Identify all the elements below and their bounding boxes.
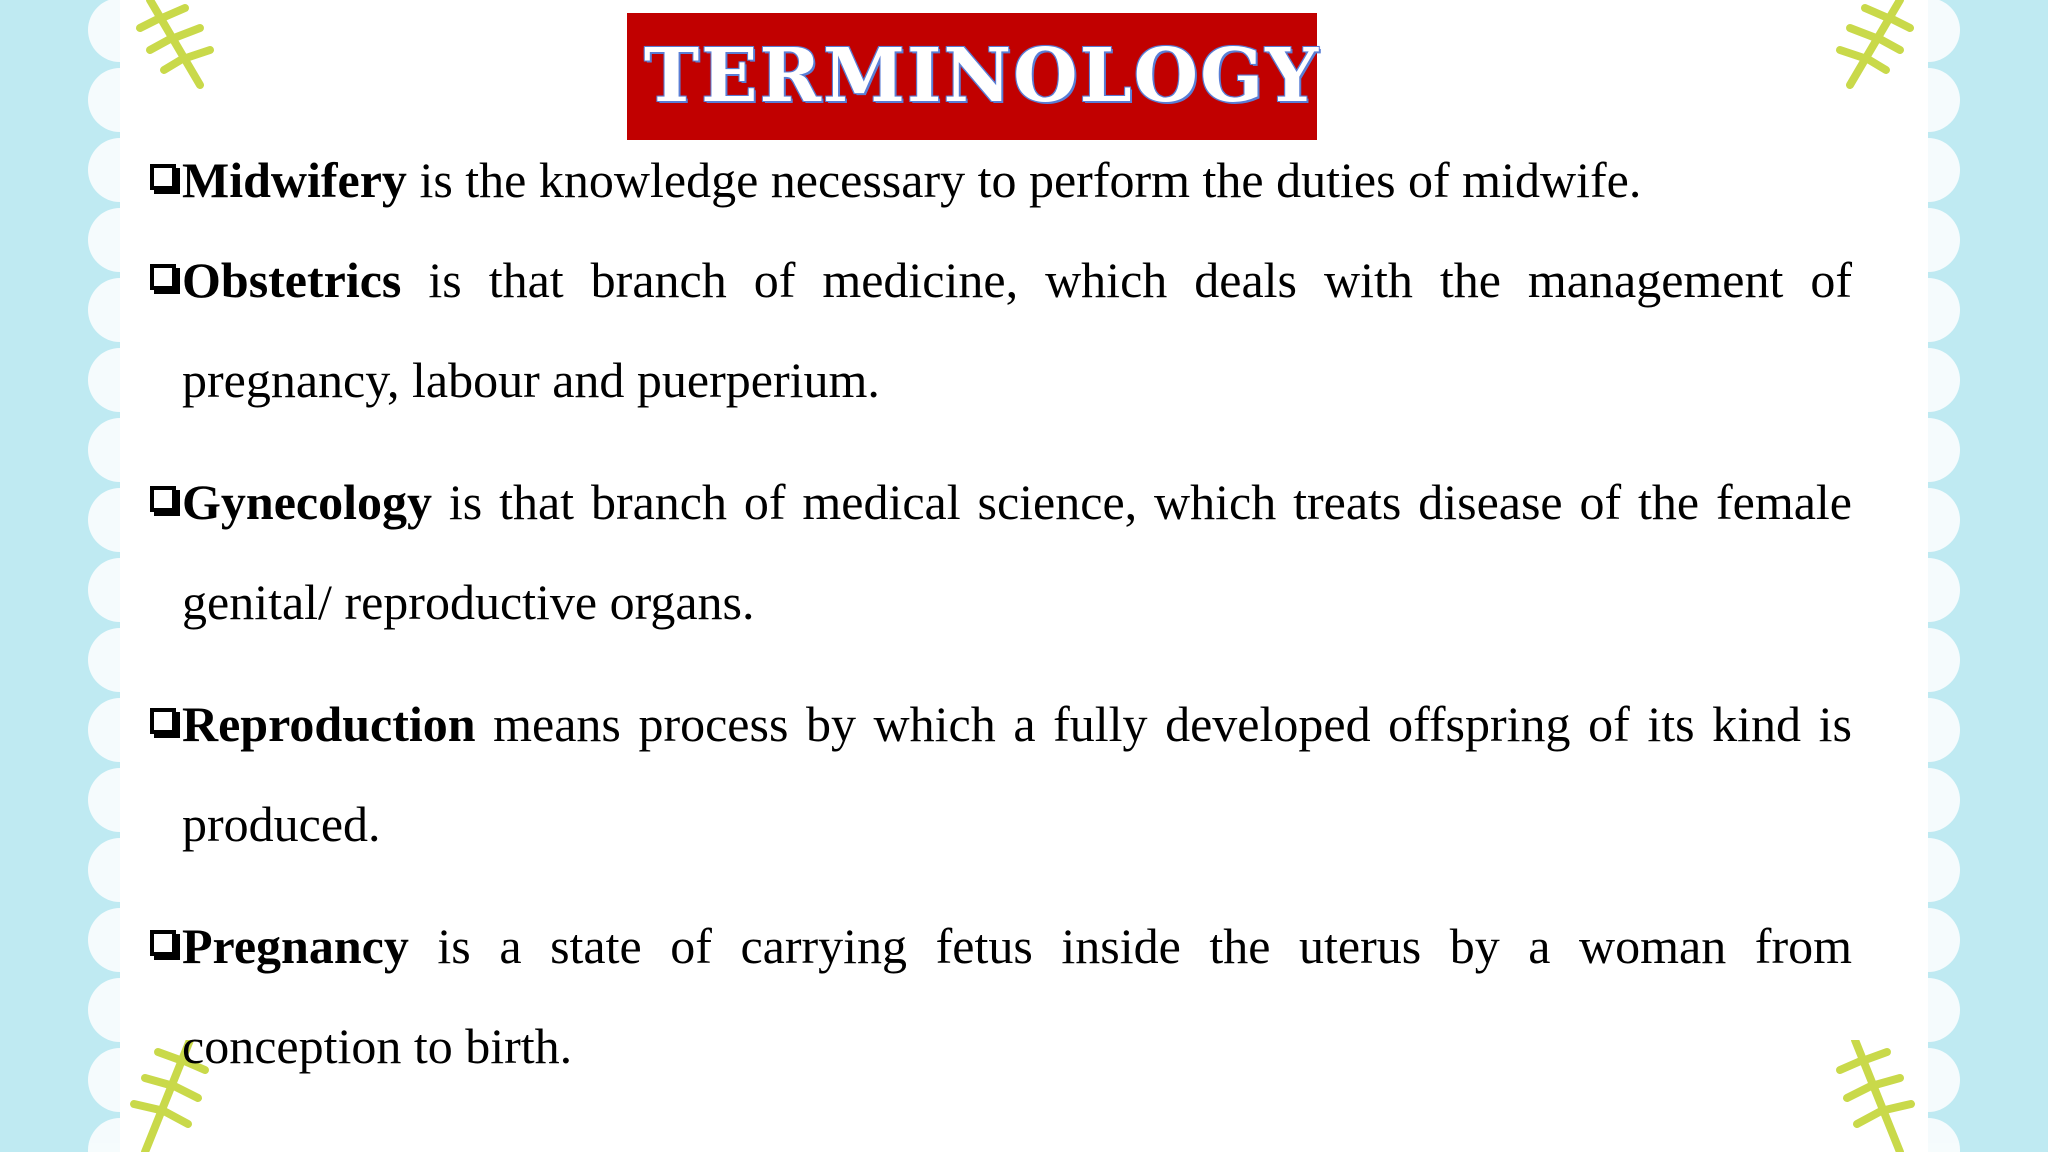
definition-text: is the knowledge necessary to perform the duties of midwife. bbox=[406, 152, 1642, 208]
fern-leaf-icon bbox=[1830, 0, 1920, 95]
fern-leaf-icon bbox=[130, 0, 220, 95]
definition-term: Reproduction bbox=[182, 696, 476, 752]
definition-list bbox=[150, 130, 1852, 1118]
checkbox-bullet-icon bbox=[150, 930, 176, 956]
definition-term: Midwifery bbox=[182, 152, 407, 208]
definition-text: is that branch of medical science, which treats disease of the female genital/ reproductive organs. bbox=[182, 474, 1852, 630]
definition-item-reproduction bbox=[150, 674, 1852, 874]
checkbox-bullet-icon bbox=[150, 264, 176, 290]
right-scallop-decoration bbox=[1898, 0, 1968, 1152]
definition-item-pregnancy bbox=[150, 896, 1852, 1096]
definition-item-midwifery bbox=[150, 130, 1852, 230]
left-scallop-decoration bbox=[80, 0, 150, 1152]
checkbox-bullet-icon bbox=[150, 486, 176, 512]
definition-text: means process by which a fully developed offspring of its kind is produced. bbox=[182, 696, 1852, 852]
definition-text: is that branch of medicine, which deals with the management of pregnancy, labour and puerperium. bbox=[182, 252, 1852, 408]
definition-text: is a state of carrying fetus inside the uterus by a woman from conception to birth. bbox=[182, 918, 1852, 1074]
checkbox-bullet-icon bbox=[150, 708, 176, 734]
title-banner bbox=[627, 13, 1321, 140]
definition-item-obstetrics bbox=[150, 230, 1852, 430]
checkbox-bullet-icon bbox=[150, 164, 176, 190]
page-title: TERMINOLOGY bbox=[644, 33, 1321, 119]
definition-term: Gynecology bbox=[182, 474, 432, 530]
definition-item-gynecology bbox=[150, 452, 1852, 652]
definition-term: Pregnancy bbox=[182, 918, 409, 974]
definition-term: Obstetrics bbox=[182, 252, 402, 308]
